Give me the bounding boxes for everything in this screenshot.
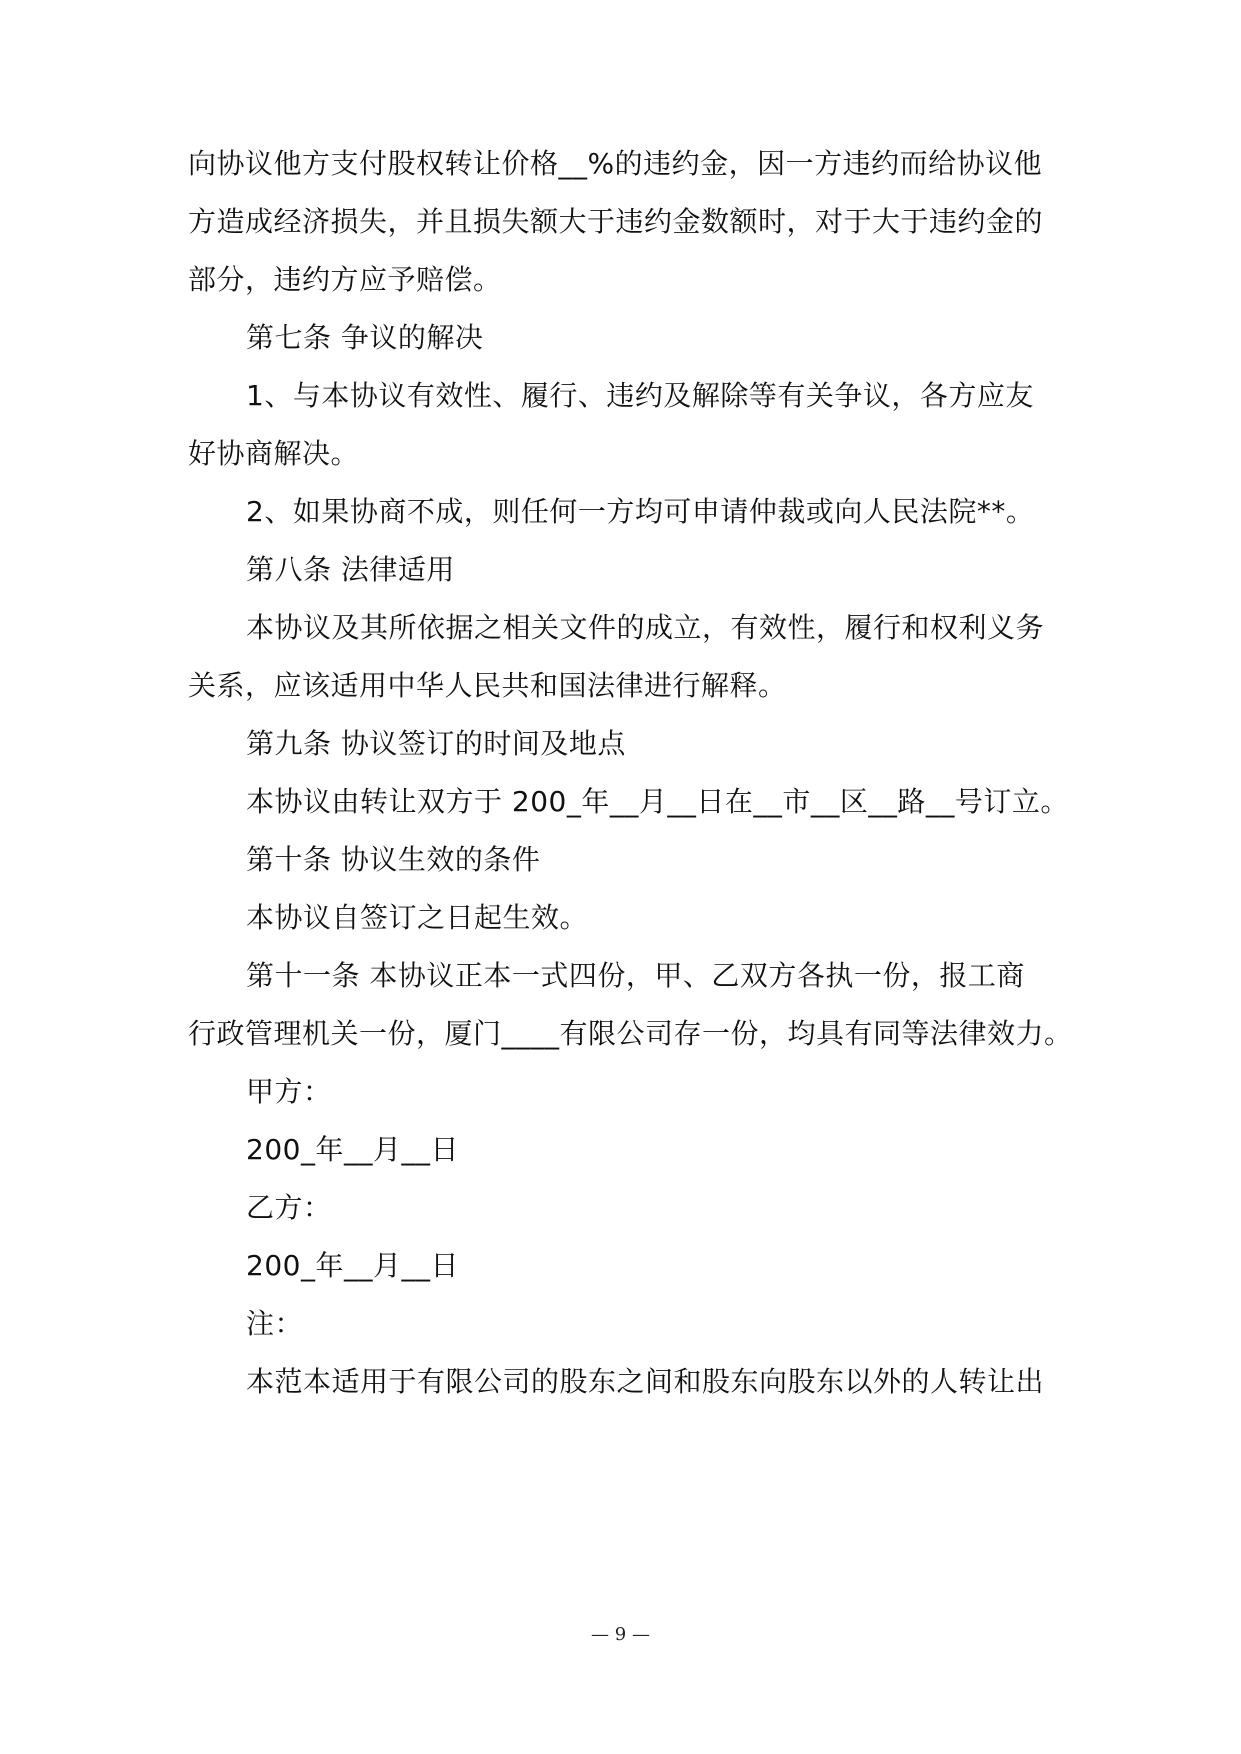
text-line-3: 部分，违约方应予赔偿。 bbox=[188, 263, 502, 296]
article-9-heading: 第九条 协议签订的时间及地点 bbox=[246, 727, 626, 760]
text-line-16: 行政管理机关一份，厦门____有限公司存一份，均具有同等法律效力。 bbox=[188, 1017, 1073, 1050]
text-line-6: 好协商解决。 bbox=[188, 437, 360, 470]
article-8-heading: 第八条 法律适用 bbox=[246, 553, 455, 586]
party-b-date: 200_年__月__日 bbox=[246, 1249, 459, 1282]
article-10-heading: 第十条 协议生效的条件 bbox=[246, 843, 541, 876]
note-text: 本范本适用于有限公司的股东之间和股东向股东以外的人转让出 bbox=[246, 1365, 1045, 1398]
text-line-2: 方造成经济损失，并且损失额大于违约金数额时，对于大于违约金的 bbox=[188, 205, 1044, 238]
party-a-date: 200_年__月__日 bbox=[246, 1133, 459, 1166]
article-11-line: 第十一条 本协议正本一式四份，甲、乙双方各执一份，报工商 bbox=[246, 959, 1025, 992]
party-b-label: 乙方： bbox=[246, 1191, 332, 1224]
note-label: 注： bbox=[246, 1307, 304, 1340]
page-number: — 9 — bbox=[591, 1624, 650, 1645]
text-line-12: 本协议由转让双方于 200_年__月__日在__市__区__路__号订立。 bbox=[246, 785, 1069, 818]
text-line-10: 关系，应该适用中华人民共和国法律进行解释。 bbox=[188, 669, 787, 702]
text-line-9: 本协议及其所依据之相关文件的成立，有效性，履行和权利义务 bbox=[246, 611, 1045, 644]
text-line-5: 1、与本协议有效性、履行、违约及解除等有关争议，各方应友 bbox=[246, 379, 1034, 412]
text-line-14: 本协议自签订之日起生效。 bbox=[246, 901, 589, 934]
article-7-heading: 第七条 争议的解决 bbox=[246, 321, 484, 354]
party-a-label: 甲方： bbox=[246, 1075, 332, 1108]
text-line-1: 向协议他方支付股权转让价格__%的违约金，因一方违约而给协议他 bbox=[188, 147, 1043, 180]
text-line-7: 2、如果协商不成，则任何一方均可申请仲裁或向人民法院**。 bbox=[246, 495, 1035, 528]
